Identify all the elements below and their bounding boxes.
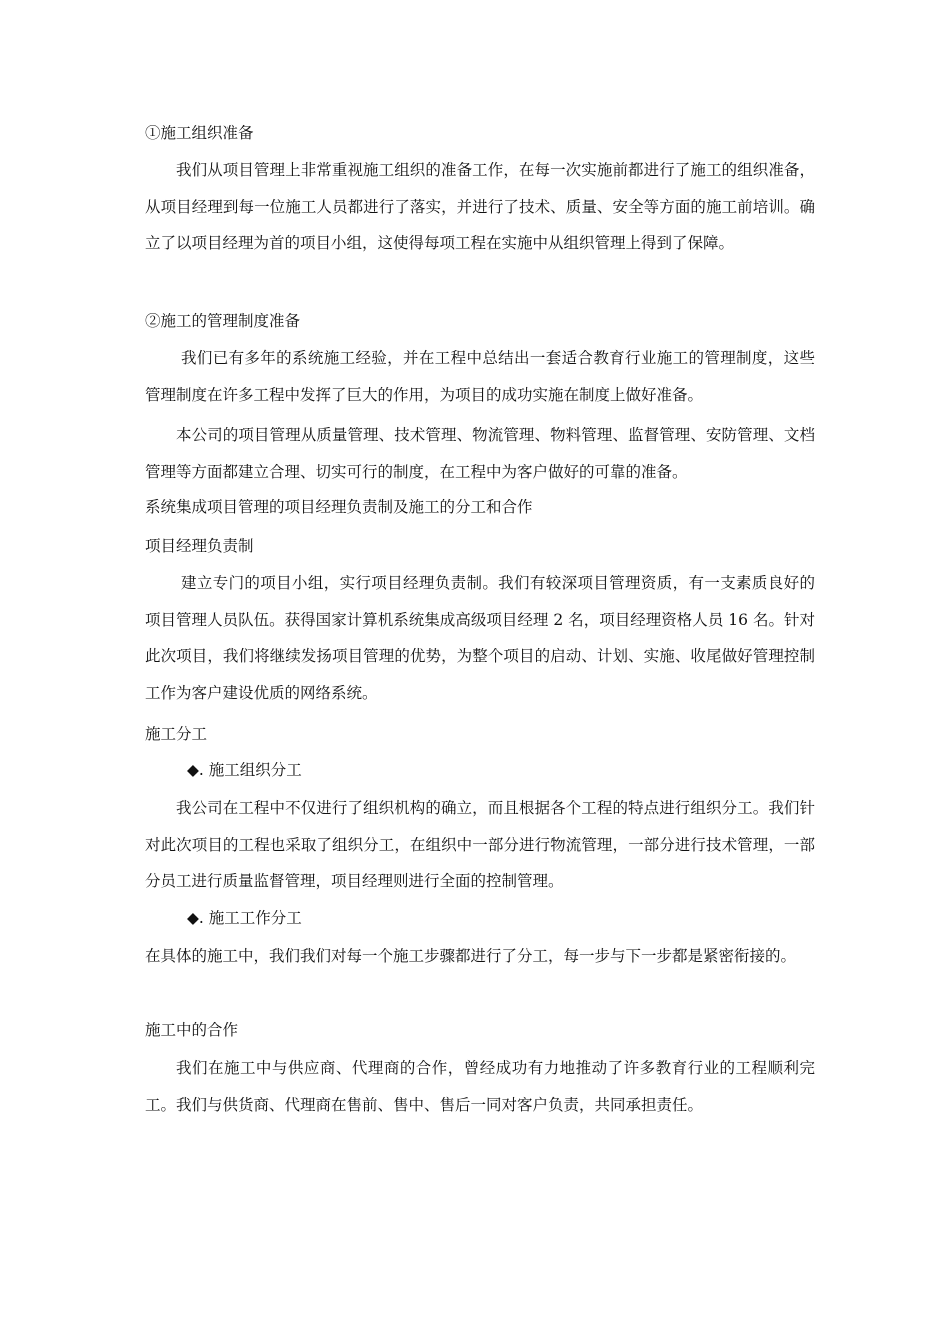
- section-heading-division-of-work: 施工分工: [145, 725, 208, 743]
- paragraph-organization-division: 我公司在工程中不仅进行了组织机构的确立，而且根据各个工程的特点进行组织分工。我们针对此次项目的工程也采取了组织分工，在组织中一部分进行物流管理，一部分进行技术管理，一部分员工进行质量监督管理，项目经理则进行全面的控制管理。: [145, 799, 815, 890]
- section-heading-cooperation: 施工中的合作: [145, 1021, 239, 1039]
- paragraph-management-system-experience: 我们已有多年的系统施工经验，并在工程中总结出一套适合教育行业施工的管理制度，这些管理制度在许多工程中发挥了巨大的作用，为项目的成功实施在制度上做好准备。: [145, 349, 815, 404]
- paragraph-cooperation: 我们在施工中与供应商、代理商的合作，曾经成功有力地推动了许多教育行业的工程顺利完工。我们与供货商、代理商在售前、售中、售后一同对客户负责，共同承担责任。: [145, 1059, 815, 1114]
- bullet-work-division: ◆. 施工工作分工: [187, 909, 302, 927]
- section-heading-management-system-prep: ②施工的管理制度准备: [145, 312, 301, 330]
- paragraph-company-management: 本公司的项目管理从质量管理、技术管理、物流管理、物料管理、监督管理、安防管理、文档管理等方面都建立合理、切实可行的制度，在工程中为客户做好的可靠的准备。: [145, 426, 815, 481]
- paragraph-organization-prep: 我们从项目管理上非常重视施工组织的准备工作，在每一次实施前都进行了施工的组织准备，从项目经理到每一位施工人员都进行了落实，并进行了技术、质量、安全等方面的施工前培训。确立了以项目经理为首的项目小组，这使得每项工程在实施中从组织管理上得到了保障。: [145, 161, 815, 252]
- bullet-organization-division: ◆. 施工组织分工: [187, 761, 302, 779]
- section-heading-project-manager-responsibility: 项目经理负责制: [145, 537, 254, 555]
- paragraph-work-division: 在具体的施工中，我们我们对每一个施工步骤都进行了分工，每一步与下一步都是紧密衔接的。: [145, 947, 797, 965]
- paragraph-project-team: 建立专门的项目小组，实行项目经理负责制。我们有较深项目管理资质，有一支素质良好的项目管理人员队伍。获得国家计算机系统集成高级项目经理 2 名，项目经理资格人员 16 名。针对此次项目，我们将继续发扬项目管理的优势，为整个项目的启动、计划、实施、收尾做好管理控制工作为客户建设优质的网络系统。: [145, 574, 815, 702]
- section-heading-organization-prep: ①施工组织准备: [145, 124, 254, 142]
- section-heading-project-manager-responsibility-system: 系统集成项目管理的项目经理负责制及施工的分工和合作: [145, 498, 533, 516]
